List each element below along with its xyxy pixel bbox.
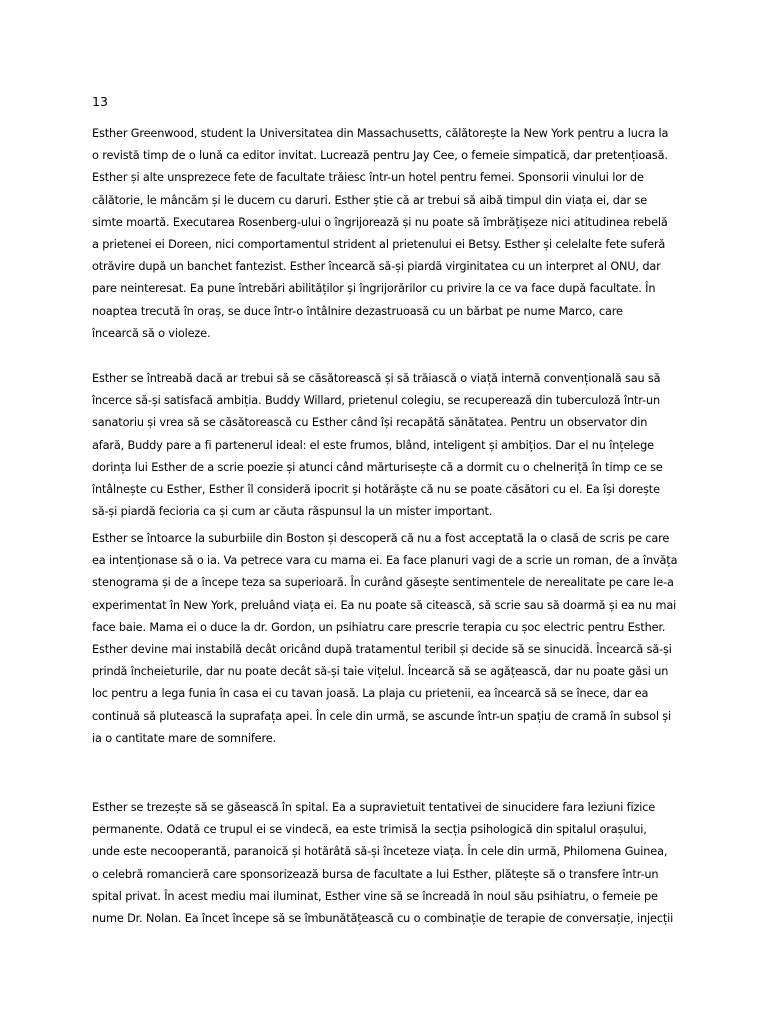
text-line: continuă să plutească la suprafața apei. În cele din urmă, se ascunde într-un spațiu de cramă în subsol și [92,709,671,723]
text-line: călătorie, le mâncăm și le ducem cu daruri. Esther știe că ar trebui să aibă timpul din viața ei, dar se [92,193,648,207]
text-line: a prietenei ei Doreen, nici comportamentul strident al prietenului ei Betsy. Esther și celelalte fete suferă [92,237,666,251]
text-line: o revistă timp de o lună ca editor invitat. Lucrează pentru Jay Cee, o femeie simpatică, dar pretențioasă. [92,149,668,163]
text-line: simte moartă. Executarea Rosenberg-ului o îngrijorează și nu poate să îmbrățișeze nici atitudinea rebelă [92,215,668,229]
text-line: prindă încheieturile, dar nu poate decât să-și taie vițelul. Încearcă să se agățească, dar nu poate găsi un [92,665,669,679]
text-line: ia o cantitate mare de somnifere. [92,731,276,745]
text-line: să-și piardă fecioria ca și cum ar căuta răspunsul la un mister important. [92,505,493,519]
text-line: Esther se întoarce la suburbiile din Boston și descoperă că nu a fost acceptată la o clasă de scris pe care [92,532,670,545]
text-line: Esther se întreabă dacă ar trebui să se căsătorească și să trăiască o viață internă convențională sau să [92,372,661,385]
paragraph-3 [92,528,692,750]
text-line: stenograma și de a începe teza sa superioară. În curând găsește sentimentele de nerealitate pe care le-a [92,576,674,590]
text-line: Esther devine mai instabilă decât oricând după tratamentul teribil și decide să se sinucidă. Încearcă să-și [92,642,672,656]
text-line: dorința lui Esther de a scrie poezie și atunci când mărturisește că a dormit cu o chelneriță în timp ce se [92,460,663,474]
text-line: permanente. Odată ce trupul ei se vindecă, ea este trimisă la secția psihologică din spitalul orașului, [92,823,647,837]
text-line: otrăvire după un banchet fantezist. Esther încearcă să-și piardă virginitatea cu un interpret al ONU, dar [92,260,661,274]
text-line: sanatoriu și vrea să se căsătorească cu Esther când își recapătă sănătatea. Pentru un observator din [92,416,648,430]
text-line: încearcă să o violeze. [92,326,211,340]
text-line: întâlnește cu Esther, Esther îl consideră ipocrit și hotărăște că nu se poate căsători cu el. Ea își dorește [92,482,660,496]
text-line: experimentat în New York, preluând viața ei. Ea nu poate să citească, să scrie sau să doarmă și ea nu mai [92,598,677,612]
text-line: unde este necooperantă, paranoică și hotărâtă să-și înceteze viața. În cele din urmă, Philomena Guinea, [92,845,668,859]
text-line: Esther Greenwood, student la Universitatea din Massachusetts, călătorește la New York pentru a lucra la [92,127,669,140]
text-line: noaptea trecută în oraș, se duce într-o întâlnire dezastruoasă cu un bărbat pe nume Marco, care [92,304,623,318]
text-line: face baie. Mama ei o duce la dr. Gordon, un psihiatru care prescrie terapia cu șoc electric pentru Esther. [92,620,666,634]
text-line: afară, Buddy pare a fi partenerul ideal: el este frumos, blând, inteligent și ambițios. Dar el nu înțelege [92,438,654,452]
text-line: încerce să-și satisfacă ambiția. Buddy Willard, prietenul colegiu, se recuperează din tuberculoză într-un [92,394,660,408]
text-line: Esther se trezește să se găsească în spital. Ea a supravietuit tentativei de sinucidere fara leziuni fizice [92,801,656,814]
text-line: pare neinteresat. Ea pune întrebări abilităților și îngrijorărilor cu privire la ce va face după facultate. În [92,282,656,296]
text-line: loc pentru a lega funia în casa ei cu tavan joasă. La plaja cu prietenii, ea încearcă să se înece, dar ea [92,687,649,701]
paragraph-1 [92,123,692,345]
text-line: nume Dr. Nolan. Ea încet începe să se îmbunătățească cu o combinație de terapie de conversație, injecții [92,911,674,925]
text-line: ea intenționase să o ia. Va petrece vara cu mama ei. Ea face planuri vagi de a scrie un roman, de a învăța [92,554,678,568]
page-number: 13 [92,94,108,109]
text-line: o celebră romancieră care sponsorizează bursa de facultate a lui Esther, plătește să o transfere într-un [92,867,659,881]
paragraph-4 [92,797,692,930]
text-line: spital privat. În acest mediu mai iluminat, Esther vine să se încreadă în noul său psihiatru, o femeie pe [92,889,658,903]
paragraph-2 [92,368,692,523]
text-line: Esther și alte unsprezece fete de facultate trăiesc într-un hotel pentru femei. Sponsorii vinului lor de [92,171,644,185]
